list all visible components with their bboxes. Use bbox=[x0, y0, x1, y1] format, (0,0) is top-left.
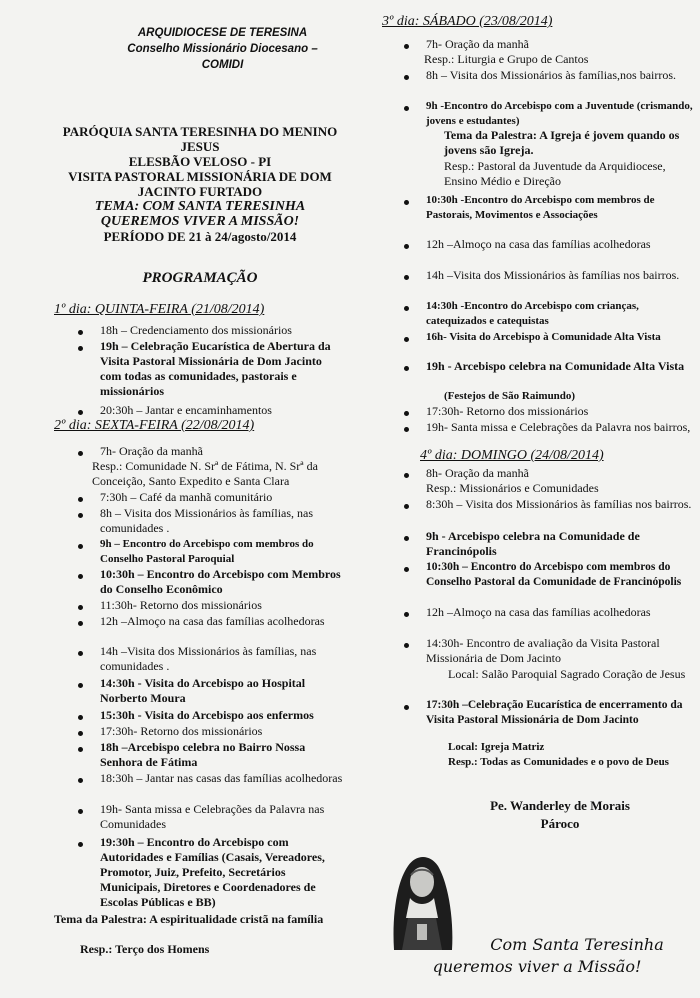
list-item: 14:30h - Visita do Arcebispo ao Hospital Norberto Moura bbox=[100, 676, 306, 705]
comidi-line: COMIDI bbox=[201, 59, 244, 71]
bullet bbox=[78, 683, 83, 688]
resp-line: Resp.: Missionários e Comunidades bbox=[426, 481, 599, 495]
list-item: 19h - Arcebispo celebra na Comunidade Alta Vista bbox=[426, 359, 685, 373]
bullet bbox=[404, 536, 409, 541]
bullet bbox=[404, 411, 409, 416]
bullet bbox=[404, 200, 409, 205]
list-item: 8h – Visita dos Missionários às famílias,nos bairros. bbox=[426, 68, 677, 82]
bullet bbox=[404, 567, 409, 572]
bullet bbox=[78, 651, 83, 656]
festejos-line: (Festejos de São Raimundo) bbox=[444, 390, 576, 402]
bullet bbox=[78, 574, 83, 579]
palestra-line: Tema da Palestra: A espiritualidade cristã na família bbox=[54, 912, 324, 926]
theme-line-1: TEMA: COM SANTA TERESINHA bbox=[94, 199, 306, 214]
bullet bbox=[404, 427, 409, 432]
bullet bbox=[78, 513, 83, 518]
bullet bbox=[404, 275, 409, 280]
motto-line-2: queremos viver a Missão! bbox=[432, 957, 642, 976]
programacao-heading: PROGRAMAÇÃO bbox=[142, 270, 258, 286]
local-line: Local: Igreja Matriz bbox=[448, 741, 545, 753]
day2-heading: 2º dia: SEXTA-FEIRA (22/08/2014) bbox=[54, 418, 255, 433]
list-item: 19h- Santa missa e Celebrações da Palavra nas Comunidades bbox=[100, 802, 325, 831]
bullet bbox=[404, 244, 409, 249]
bullet bbox=[404, 106, 409, 111]
list-item: 17:30h –Celebração Eucarística de encerramento da Visita Pastoral Missionária de Dom Jacinto bbox=[426, 699, 683, 726]
list-item: 14h –Visita dos Missionários às famílias, nas comunidades . bbox=[100, 644, 317, 673]
list-item: 7h- Oração da manhã bbox=[100, 444, 203, 458]
resp-line: Resp.: Liturgia e Grupo de Cantos bbox=[424, 52, 589, 66]
list-item: 9h – Encontro do Arcebispo com membros do Conselho Pastoral Paroquial bbox=[100, 538, 314, 565]
bullet bbox=[404, 337, 409, 342]
bullet bbox=[404, 306, 409, 311]
bullet bbox=[78, 410, 83, 415]
list-item: 16h- Visita do Arcebispo à Comunidade Alta Vista bbox=[426, 331, 661, 343]
bullet bbox=[404, 504, 409, 509]
resp-line: Resp.: Terço dos Homens bbox=[80, 942, 210, 956]
theme-line-2: QUEREMOS VIVER A MISSÃO! bbox=[100, 214, 300, 229]
palestra-line: Tema da Palestra: A Igreja é jovem quando os jovens são Igreja. bbox=[444, 128, 680, 157]
bullet bbox=[78, 346, 83, 351]
bullet bbox=[78, 497, 83, 502]
bullet bbox=[404, 44, 409, 49]
saint-teresinha-portrait-icon bbox=[386, 848, 458, 950]
bullet bbox=[404, 366, 409, 371]
list-item: 19:30h – Encontro do Arcebispo com Autoridades e Famílias (Casais, Vereadores, Promotor, Juiz, Prefeito, Secretários Municipais, Diretores e Coordenadores de Escolas Públicas e BB) bbox=[100, 835, 325, 909]
bullet bbox=[78, 605, 83, 610]
list-item: 18h – Credenciamento dos missionários bbox=[100, 323, 292, 337]
title-line-3: ELESBÃO VELOSO - PI bbox=[128, 154, 272, 169]
list-item: 19h- Santa missa e Celebrações da Palavra nos bairros, bbox=[426, 420, 691, 434]
title-line-5: JACINTO FURTADO bbox=[137, 184, 263, 199]
list-item: 10:30h – Encontro do Arcebispo com membros do Conselho Pastoral da Comunidade de Francinópolis bbox=[426, 561, 682, 588]
bullet bbox=[78, 715, 83, 720]
list-item: 9h -Encontro do Arcebispo com a Juventude (crismando, jovens e estudantes) bbox=[426, 100, 693, 127]
list-item: 19h – Celebração Eucarística de Abertura da Visita Pastoral Missionária de Dom Jacinto com todas as comunidades, pastorais e missionários bbox=[100, 339, 331, 398]
bullet bbox=[78, 842, 83, 847]
local-line: Local: Salão Paroquial Sagrado Coração de Jesus bbox=[448, 667, 686, 681]
bullet bbox=[404, 705, 409, 710]
list-item: 12h –Almoço na casa das famílias acolhedoras bbox=[426, 237, 651, 251]
title-line-2: JESUS bbox=[180, 139, 220, 154]
parish-title bbox=[30, 124, 370, 244]
council-line: Conselho Missionário Diocesano – bbox=[127, 43, 318, 55]
bullet bbox=[78, 731, 83, 736]
bullet bbox=[404, 75, 409, 80]
resp-line: Resp.: Pastoral da Juventude da Arquidiocese, Ensino Médio e Direção bbox=[444, 159, 666, 188]
list-item: 14:30h- Encontro de avaliação da Visita Pastoral Missionária de Dom Jacinto bbox=[426, 636, 660, 665]
list-item: 18h –Arcebispo celebra no Bairro Nossa Senhora de Fátima bbox=[100, 740, 306, 769]
day3-heading: 3º dia: SÁBADO (23/08/2014) bbox=[382, 14, 553, 29]
bullet bbox=[78, 544, 83, 549]
list-item: 14h –Visita dos Missionários às famílias nos bairros. bbox=[426, 268, 680, 282]
bullet bbox=[78, 778, 83, 783]
list-item: 8h – Visita dos Missionários às famílias, nas comunidades . bbox=[100, 506, 314, 535]
bullet bbox=[78, 747, 83, 752]
bullet bbox=[78, 621, 83, 626]
list-item: 7:30h – Café da manhã comunitário bbox=[100, 490, 273, 504]
resp-line: Resp.: Comunidade N. Srª de Fátima, N. Srª da Conceição, Santo Expedito e Santa Clara bbox=[92, 459, 318, 488]
list-item: 15:30h - Visita do Arcebispo aos enfermos bbox=[100, 708, 314, 722]
list-item: 11:30h- Retorno dos missionários bbox=[100, 598, 262, 612]
list-item: 17:30h- Retorno dos missionários bbox=[426, 404, 589, 418]
motto-line-1: Com Santa Teresinha bbox=[490, 935, 664, 954]
list-item: 20:30h – Jantar e encaminhamentos bbox=[100, 403, 272, 417]
list-item: 10:30h -Encontro do Arcebispo com membros de Pastorais, Movimentos e Associações bbox=[426, 194, 655, 221]
list-item: 17:30h- Retorno dos missionários bbox=[100, 724, 263, 738]
priest-name: Pe. Wanderley de Morais bbox=[490, 798, 630, 813]
list-item: 10:30h – Encontro do Arcebispo com Membros do Conselho Econômico bbox=[100, 567, 341, 596]
archdiocese-line: ARQUIDIOCESE DE TERESINA bbox=[137, 27, 308, 39]
bullet bbox=[78, 451, 83, 456]
day1-heading: 1º dia: QUINTA-FEIRA (21/08/2014) bbox=[54, 302, 265, 317]
list-item: 18:30h – Jantar nas casas das famílias acolhedoras bbox=[100, 771, 343, 785]
list-item: 12h –Almoço na casa das famílias acolhedoras bbox=[100, 614, 325, 628]
list-item: 8h- Oração da manhã bbox=[426, 466, 529, 480]
period-line: PERÍODO DE 21 à 24/agosto/2014 bbox=[103, 229, 297, 244]
list-item: 12h –Almoço na casa das famílias acolhedoras bbox=[426, 605, 651, 619]
list-item: 7h- Oração da manhã bbox=[426, 37, 529, 51]
resp-line: Resp.: Todas as Comunidades e o povo de Deus bbox=[448, 756, 669, 768]
bullet bbox=[404, 473, 409, 478]
list-item: 14:30h -Encontro do Arcebispo com crianças, catequizados e catequistas bbox=[426, 300, 639, 327]
bullet bbox=[78, 330, 83, 335]
list-item: 8:30h – Visita dos Missionários às famílias nos bairros. bbox=[426, 497, 692, 511]
title-line-4: VISITA PASTORAL MISSIONÁRIA DE DOM bbox=[68, 169, 332, 184]
list-item: 9h - Arcebispo celebra na Comunidade de Francinópolis bbox=[426, 529, 640, 558]
title-line-1: PARÓQUIA SANTA TERESINHA DO MENINO bbox=[62, 124, 338, 139]
bullet bbox=[78, 809, 83, 814]
bullet bbox=[404, 612, 409, 617]
day4-heading: 4º dia: DOMINGO (24/08/2014) bbox=[420, 448, 604, 463]
priest-role: Pároco bbox=[540, 816, 580, 831]
bullet bbox=[404, 643, 409, 648]
